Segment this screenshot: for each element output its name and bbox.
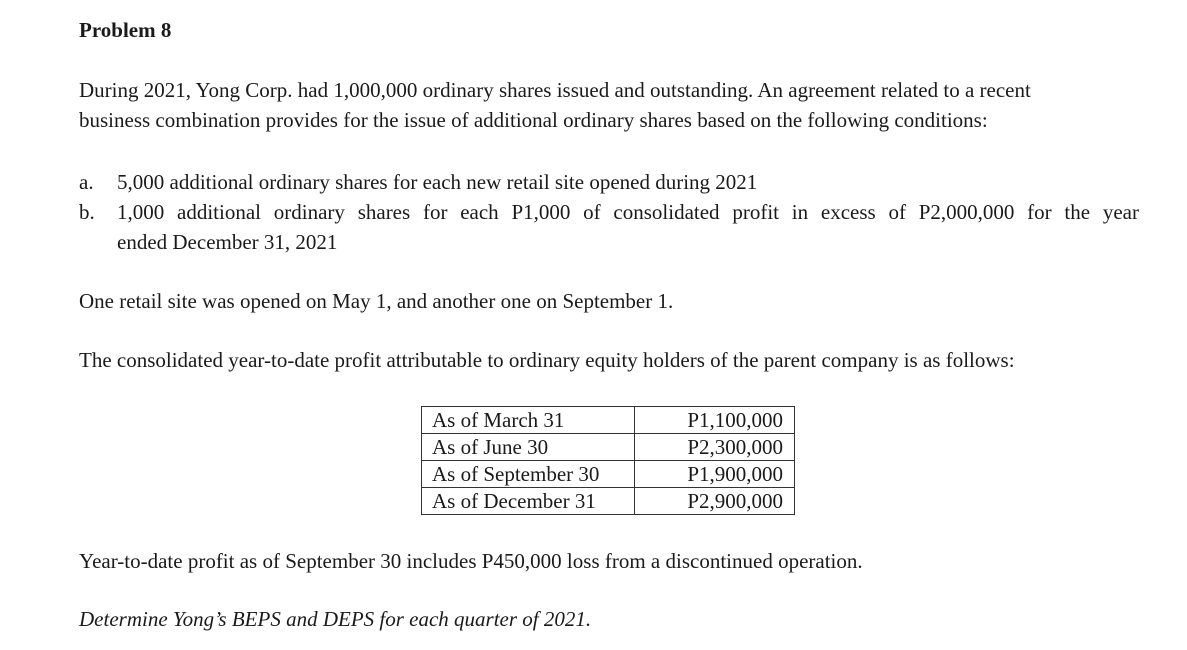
- period-label: As of June 30: [422, 434, 635, 461]
- condition-item-a: [79, 167, 1139, 197]
- intro-paragraph: [79, 75, 1149, 135]
- problem-title: Problem 8: [79, 18, 172, 42]
- task-instruction: Determine Yong’s BEPS and DEPS for each quarter of 2021.: [79, 607, 592, 631]
- condition-text-line-1: 5,000 additional ordinary shares for each new retail site opened during 2021: [117, 170, 758, 194]
- table-row: [422, 434, 795, 461]
- condition-marker: b.: [79, 200, 95, 224]
- table-row: [422, 488, 795, 515]
- discontinued-note: Year-to-date profit as of September 30 includes P450,000 loss from a discontinued operation.: [79, 549, 863, 573]
- condition-text-line-1: 1,000 additional ordinary shares for each P1,000 of consolidated profit in excess of P2,000,000 for the year: [117, 200, 1139, 224]
- profit-value: P1,100,000: [635, 407, 795, 434]
- table-row: [422, 407, 795, 434]
- period-label: As of September 30: [422, 461, 635, 488]
- profit-value: P1,900,000: [635, 461, 795, 488]
- intro-line-2: business combination provides for the issue of additional ordinary shares based on the following conditions:: [79, 108, 988, 132]
- condition-marker: a.: [79, 170, 94, 194]
- condition-text-line-2: ended December 31, 2021: [117, 230, 338, 254]
- profit-value: P2,900,000: [635, 488, 795, 515]
- table-row: [422, 461, 795, 488]
- period-label: As of March 31: [422, 407, 635, 434]
- retail-sites-paragraph: One retail site was opened on May 1, and another one on September 1.: [79, 289, 674, 313]
- period-label: As of December 31: [422, 488, 635, 515]
- profit-intro-paragraph: The consolidated year-to-date profit attributable to ordinary equity holders of the parent company is as follows:: [79, 348, 1015, 372]
- conditions-list: [79, 167, 1139, 257]
- profit-table: [421, 406, 795, 515]
- profit-value: P2,300,000: [635, 434, 795, 461]
- condition-item-b: [79, 197, 1139, 257]
- intro-line-1: During 2021, Yong Corp. had 1,000,000 ordinary shares issued and outstanding. An agreement related to a recent: [79, 78, 1031, 102]
